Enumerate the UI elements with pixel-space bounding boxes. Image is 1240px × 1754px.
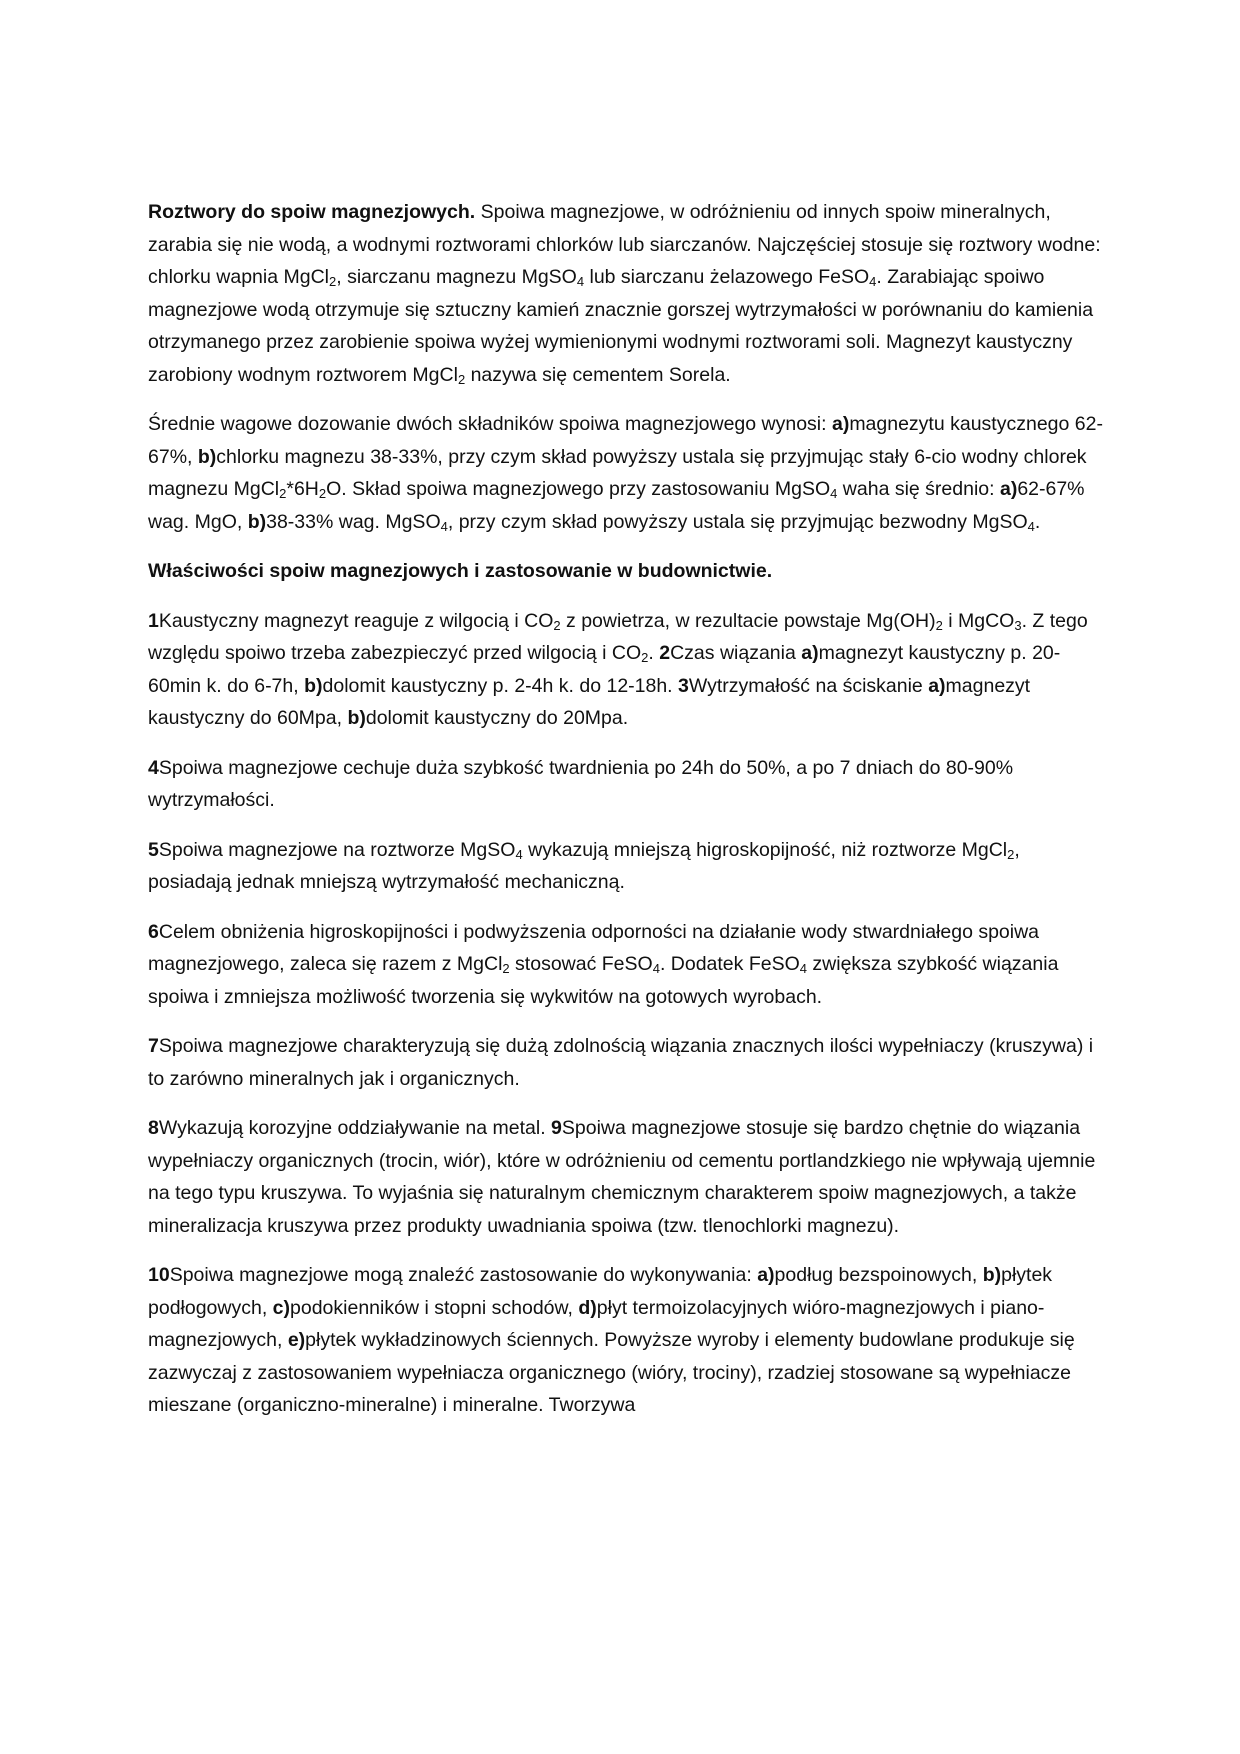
subscript: 2 bbox=[935, 617, 943, 633]
text-run: Wykazują korozyjne oddziaływanie na metal. bbox=[158, 1117, 552, 1139]
bold-text: e) bbox=[287, 1329, 306, 1351]
text-run: 38-33% wag. MgSO bbox=[266, 510, 441, 533]
text-run: płyt termoizolacyjnych wióro-magnezjowych i piano-magnezjowych, bbox=[148, 1296, 1045, 1351]
bold-text: Roztwory do spoiw magnezjowych. bbox=[148, 201, 476, 223]
subscript: 4 bbox=[869, 274, 877, 289]
text-run: z powietrza, w rezultacie powstaje Mg(OH) bbox=[560, 609, 936, 632]
text-run: , przy czym skład powyższy ustala się przyjmując bezwodny MgSO bbox=[447, 510, 1028, 533]
text-run: Wytrzymałość na ściskanie bbox=[688, 674, 929, 697]
text-run: magnezytu kaustycznego 62-67%, bbox=[148, 413, 1103, 468]
bold-text: b) bbox=[982, 1264, 1002, 1286]
bold-text: c) bbox=[272, 1296, 291, 1319]
bold-text: 2 bbox=[659, 642, 671, 664]
text-run: magnezyt kaustyczny do 60Mpa, bbox=[148, 674, 1031, 729]
text-run: . bbox=[1034, 510, 1041, 533]
bold-text: b) bbox=[197, 445, 217, 468]
text-run: Spoiwa magnezjowe stosuje się bardzo chętnie do wiązania wypełniaczy organicznych (trocin, wiór), które w odróżnieniu od cementu portlandzkiego nie wpływają ujemnie na tego typu kruszywa. To wyjaśnia się naturalnym chemicznym charakterem spoiw magnezjowych, a także mineralizacja kruszywa przez produkty uwadniania spoiwa (tzw. tlenochlorki magnezu). bbox=[148, 1117, 1096, 1237]
text-run: . bbox=[648, 642, 660, 664]
subscript: 4 bbox=[1027, 518, 1035, 534]
text-run: płytek wykładzinowych ściennych. Powyższe wyroby i elementy budowlane produkuje się zazwyczaj z zastosowaniem wypełniacza organicznego (wióry, trociny), rzadziej stosowane są wypełniacze mieszane (organiczno-mineralne) i mineralne. Tworzywa bbox=[148, 1329, 1075, 1416]
paragraph-magnesia-binder-solutions bbox=[148, 196, 1108, 391]
text-run: Spoiwa magnezjowe mogą znaleźć zastosowanie do wykonywania: bbox=[169, 1264, 758, 1286]
bold-text: a) bbox=[801, 642, 819, 664]
text-run: dolomit kaustyczny p. 2-4h k. do 12-18h. bbox=[322, 674, 679, 697]
text-run: *6H bbox=[286, 478, 319, 500]
bold-text: b) bbox=[304, 674, 323, 697]
text-run: Czas wiązania bbox=[670, 642, 802, 664]
subscript: 4 bbox=[830, 486, 838, 501]
text-run: podług bezspoinowych, bbox=[774, 1264, 983, 1286]
text-run: , siarczanu magnezu MgSO bbox=[336, 266, 577, 288]
bold-text: b) bbox=[347, 707, 366, 729]
text-run: chlorku magnezu 38-33%, przy czym skład powyższy ustala się przyjmując stały 6-cio wodny chlorek magnezu MgCl bbox=[148, 445, 1087, 500]
bold-text: 6 bbox=[148, 920, 159, 943]
bold-text: 1 bbox=[148, 609, 159, 632]
text-run: magnezyt kaustyczny p. 20-60min k. do 6-7h, bbox=[148, 642, 1061, 697]
text-run: nazywa się cementem Sorela. bbox=[465, 363, 731, 386]
bold-text: 3 bbox=[678, 674, 689, 697]
bold-text: Właściwości spoiw magnezjowych i zastosowanie w budownictwie. bbox=[148, 560, 773, 582]
subscript: 2 bbox=[457, 371, 466, 387]
text-run: Spoiwa magnezjowe na roztworze MgSO bbox=[158, 838, 516, 861]
paragraph-point-6 bbox=[148, 916, 1108, 1014]
subscript: 2 bbox=[641, 650, 649, 665]
bold-text: a) bbox=[928, 674, 946, 697]
bold-text: 8 bbox=[148, 1117, 159, 1139]
subscript: 4 bbox=[799, 961, 807, 976]
subscript: 2 bbox=[329, 274, 337, 289]
text-run: Spoiwa magnezjowe, w odróżnieniu od innych spoiw mineralnych, zarabia się nie wodą, a wodnymi roztworami chlorków lub siarczanów. Najczęściej stosuje się roztwory wodne: chlorku wapnia MgCl bbox=[148, 201, 1101, 288]
document-page bbox=[148, 196, 1108, 1439]
paragraph-point-1-3 bbox=[148, 605, 1108, 735]
text-run: Średnie wagowe dozowanie dwóch składników spoiwa magnezjowego wynosi: bbox=[148, 413, 832, 435]
subscript: 2 bbox=[279, 486, 287, 501]
text-run: lub siarczanu żelazowego FeSO bbox=[584, 266, 870, 288]
bold-text: 5 bbox=[148, 838, 159, 861]
subscript: 3 bbox=[1014, 617, 1022, 633]
subscript: 4 bbox=[576, 274, 585, 289]
bold-text: a) bbox=[999, 478, 1018, 500]
bold-text: 7 bbox=[148, 1035, 159, 1057]
paragraph-point-4 bbox=[148, 752, 1108, 817]
paragraph-dosage bbox=[148, 408, 1108, 538]
text-run: . Dodatek FeSO bbox=[659, 953, 800, 975]
subscript: 2 bbox=[553, 617, 561, 633]
bold-text: a) bbox=[831, 413, 850, 435]
text-run: . Z tego względu spoiwo trzeba zabezpieczyć przed wilgocią i CO bbox=[148, 609, 1088, 664]
subscript: 2 bbox=[502, 961, 510, 976]
text-run: Celem obniżenia higroskopijności i podwyższenia odporności na działanie wody stwardniałego spoiwa magnezjowego, zaleca się razem z MgCl bbox=[148, 920, 1040, 975]
text-run: stosować FeSO bbox=[509, 953, 653, 975]
paragraph-point-5 bbox=[148, 834, 1108, 899]
text-run: dolomit kaustyczny do 20Mpa. bbox=[365, 707, 629, 729]
bold-text: a) bbox=[757, 1264, 775, 1286]
bold-text: 9 bbox=[551, 1117, 562, 1139]
text-run: , posiadają jednak mniejszą wytrzymałość mechaniczną. bbox=[148, 838, 1020, 893]
paragraph-point-7 bbox=[148, 1030, 1108, 1095]
subscript: 2 bbox=[318, 486, 327, 501]
paragraph-point-10 bbox=[148, 1259, 1108, 1422]
text-run: . Zarabiając spoiwo magnezjowe wodą otrzymuje się sztuczny kamień znacznie gorszej wytrzymałości w porównaniu do kamienia otrzymanego przez zarobienie spoiwa wyżej wymienionymi wodnymi roztworami soli. Magnezyt kaustyczny zarobiony wodnym roztworem MgCl bbox=[148, 266, 1094, 386]
text-run: Spoiwa magnezjowe charakteryzują się dużą zdolnością wiązania znacznych ilości wypełniaczy (kruszywa) i to zarówno mineralnych jak i organicznych. bbox=[148, 1035, 1094, 1090]
subscript: 4 bbox=[515, 846, 523, 862]
section-heading-properties bbox=[148, 555, 1108, 588]
text-run: podokienników i stopni schodów, bbox=[290, 1296, 579, 1319]
text-run: zwiększa szybkość wiązania spoiwa i zmniejsza możliwość tworzenia się wykwitów na gotowych wyrobach. bbox=[148, 953, 1059, 1008]
text-run: O. Skład spoiwa magnezjowego przy zastosowaniu MgSO bbox=[326, 478, 831, 500]
subscript: 4 bbox=[652, 961, 660, 976]
text-run: 62-67% wag. MgO, bbox=[148, 478, 1085, 533]
bold-text: d) bbox=[578, 1296, 597, 1319]
subscript: 2 bbox=[1007, 846, 1015, 862]
text-run: płytek podłogowych, bbox=[148, 1264, 1053, 1319]
bold-text: b) bbox=[247, 510, 267, 533]
text-run: Spoiwa magnezjowe cechuje duża szybkość twardnienia po 24h do 50%, a po 7 dniach do 80-90% wytrzymałości. bbox=[148, 756, 1014, 811]
text-run: wykazują mniejszą higroskopijność, niż roztworze MgCl bbox=[522, 838, 1008, 861]
subscript: 4 bbox=[440, 518, 448, 534]
paragraph-point-8-9 bbox=[148, 1112, 1108, 1242]
bold-text: 10 bbox=[148, 1264, 170, 1286]
bold-text: 4 bbox=[148, 756, 159, 779]
text-run: i MgCO bbox=[942, 609, 1015, 632]
text-run: Kaustyczny magnezyt reaguje z wilgocią i CO bbox=[158, 609, 554, 632]
text-run: waha się średnio: bbox=[837, 478, 1000, 500]
